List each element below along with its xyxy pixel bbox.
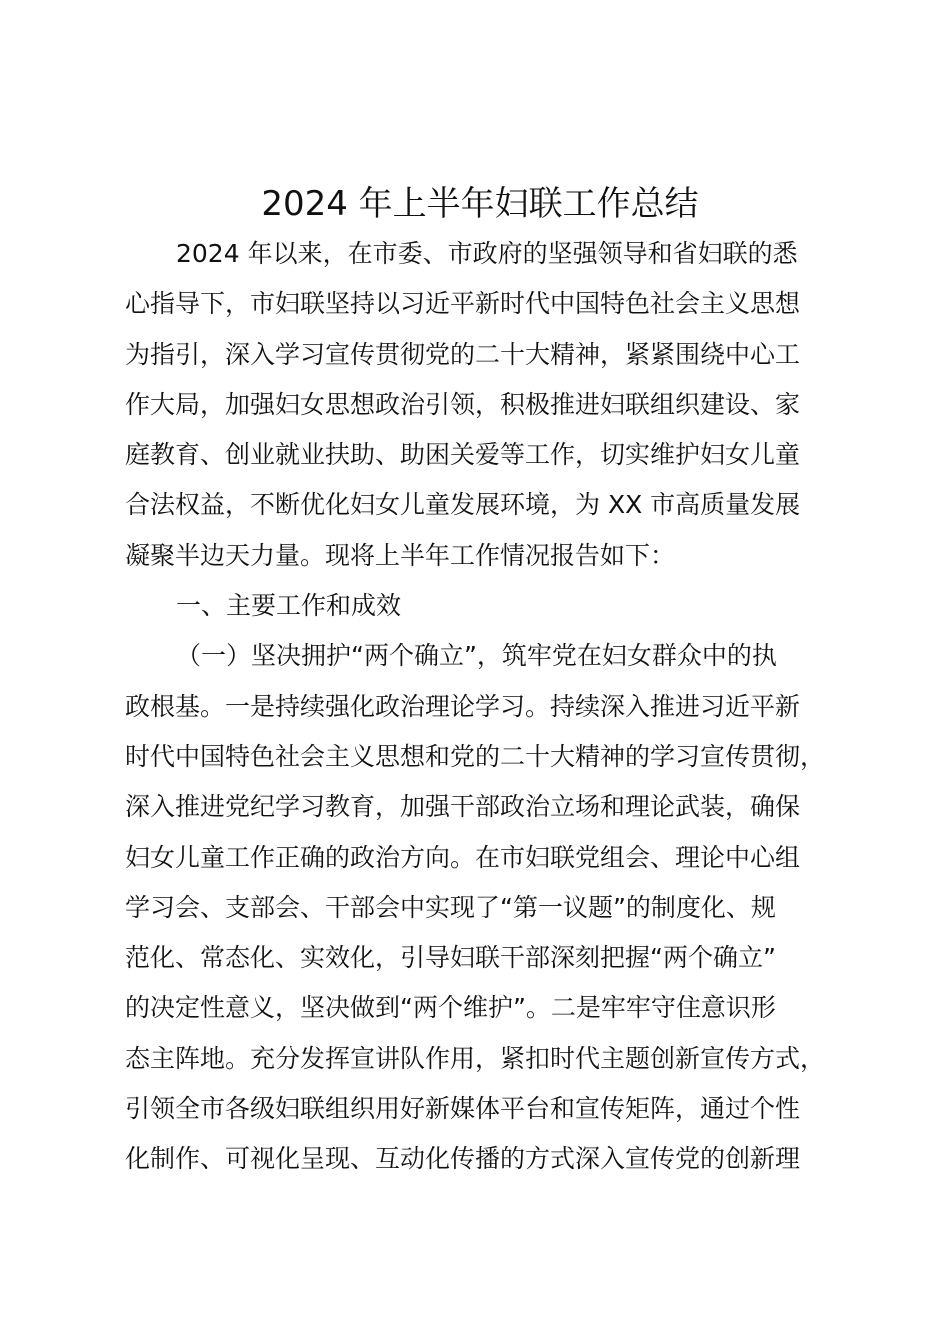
body-line: 为指引，深入学习宣传贯彻党的二十大精神，紧紧围绕中心工 xyxy=(125,339,801,369)
body-line: （一）坚决拥护“两个确立”，筑牢党在妇女群众中的执 xyxy=(176,641,777,671)
body-line: 凝聚半边天力量。现将上半年工作情况报告如下： xyxy=(125,540,676,570)
body-line: 化制作、可视化呈现、互动化传播的方式深入宣传党的创新理 xyxy=(125,1144,801,1174)
body-line: 作大局，加强妇女思想政治引领，积极推进妇联组织建设、家 xyxy=(125,389,801,419)
document-title: 2024 年上半年妇联工作总结 xyxy=(261,184,699,224)
body-line: 态主阵地。充分发挥宣讲队作用，紧扣时代主题创新宣传方式， xyxy=(125,1043,826,1073)
document-body xyxy=(125,229,855,1185)
body-line: 合法权益，不断优化妇女儿童发展环境，为 XX 市高质量发展 xyxy=(125,490,801,520)
section-heading: 一、主要工作和成效 xyxy=(176,591,402,621)
body-line: 庭教育、创业就业扶助、助困关爱等工作，切实维护妇女儿童 xyxy=(125,440,801,470)
body-line: 的决定性意义，坚决做到“两个维护”。二是牢牢守住意识形 xyxy=(125,993,776,1023)
body-line: 政根基。一是持续强化政治理论学习。持续深入推进习近平新 xyxy=(125,691,801,721)
body-line: 深入推进党纪学习教育，加强干部政治立场和理论武装，确保 xyxy=(125,792,801,822)
body-line: 时代中国特色社会主义思想和党的二十大精神的学习宣传贯彻， xyxy=(125,741,826,771)
body-line: 引领全市各级妇联组织用好新媒体平台和宣传矩阵，通过个性 xyxy=(125,1094,801,1124)
body-line: 学习会、支部会、干部会中实现了“第一议题”的制度化、规 xyxy=(125,892,776,922)
body-line: 心指导下，市妇联坚持以习近平新时代中国特色社会主义思想 xyxy=(125,289,801,319)
body-line: 范化、常态化、实效化，引导妇联干部深刻把握“两个确立” xyxy=(125,943,776,973)
body-line: 妇女儿童工作正确的政治方向。在市妇联党组会、理论中心组 xyxy=(125,842,801,872)
body-line: 2024 年以来，在市委、市政府的坚强领导和省妇联的悉 xyxy=(176,239,798,268)
